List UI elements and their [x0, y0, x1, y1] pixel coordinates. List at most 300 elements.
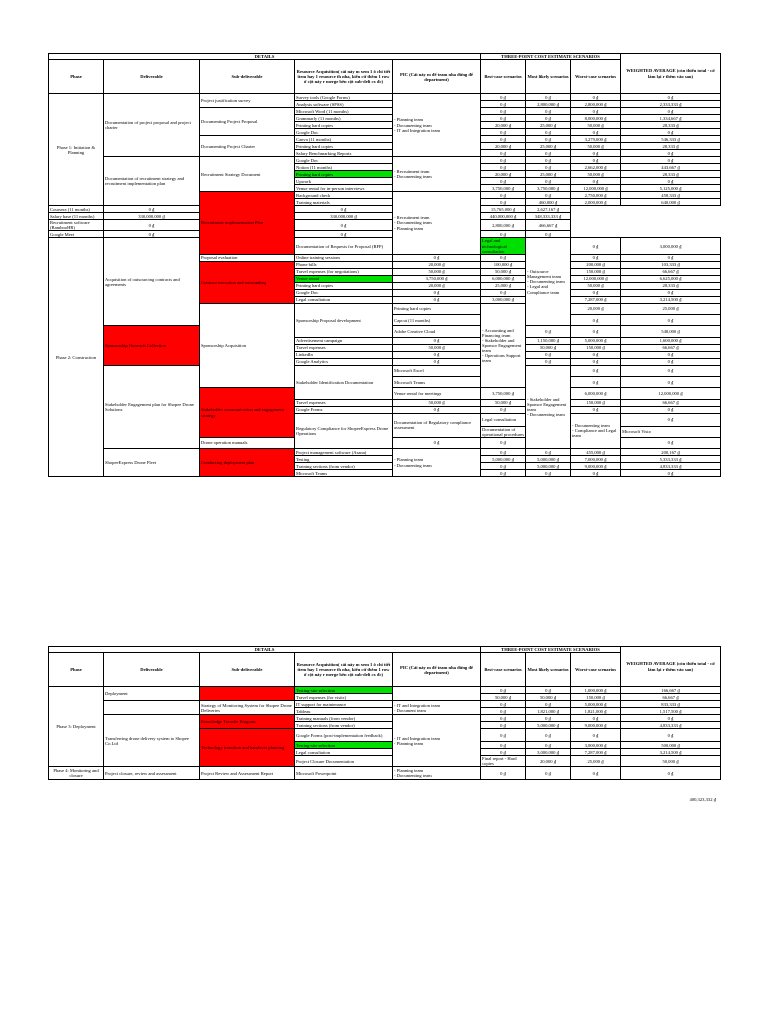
most-likely-value: 3,000,000 ₫ — [526, 749, 571, 756]
resource-cell: Printing hard copies — [295, 171, 393, 178]
sub-deliverable-cell: Documentation of Regulatory compliance assessment — [393, 413, 481, 437]
most-likely-value: 0 ₫ — [526, 136, 571, 143]
worst-case-value: 2,000,000 ₫ — [571, 199, 621, 206]
weighted-average-value: 28,333 ₫ — [621, 143, 721, 150]
resource-cell: Phone bills — [295, 261, 393, 268]
most-likely-value: 460,000 ₫ — [526, 199, 571, 206]
cost-table-page-2 — [48, 646, 721, 780]
sub-deliverable-cell: Strategy of Monitoring System for Shopee Drone Deliveries — [200, 701, 295, 715]
best-case-value: 0 ₫ — [481, 701, 526, 708]
best-case-value: 0 ₫ — [481, 150, 526, 157]
most-likely-value: 1,150,000 ₫ — [526, 337, 571, 344]
sub-deliverable-cell: Recruitment implementation Plan — [200, 192, 295, 255]
resource-cell: Online training sessions — [295, 254, 393, 261]
most-likely-value: 50,000 ₫ — [481, 268, 526, 275]
best-case-value: 3,750,000 ₫ — [393, 275, 481, 282]
estimate-header: THREE-POINT COST ESTIMATE SCENARIOS — [481, 54, 621, 60]
worst-case-value: 0 ₫ — [571, 108, 621, 115]
weighted-average-value: 2,627,167 ₫ — [526, 206, 571, 213]
pic-cell: - Recruitment team - Documenting team - Planning team — [393, 192, 481, 255]
weighted-header: WEIGHTED AVERAGE (còn thiếu total - cờ làm lại r thêm vào sau) — [621, 647, 721, 687]
resource-cell: Microsoft Teams — [393, 376, 481, 387]
weighted-average-value: 0 ₫ — [621, 254, 721, 261]
resource-cell: Microsoft Powerpoint — [295, 767, 393, 780]
worst-case-value: 8,000,000 ₫ — [571, 115, 621, 122]
best-case-value: 0 ₫ — [481, 178, 526, 185]
worst-case-value: 12,000,000 ₫ — [571, 275, 621, 282]
resource-cell: Grammarly (11 months) — [295, 115, 393, 122]
resource-cell: Testing — [295, 456, 393, 463]
most-likely-value: 5,000,000 ₫ — [526, 463, 571, 470]
worst-case-value: 2,800,000 ₫ — [481, 220, 526, 231]
deliverable-cell: Deployment — [104, 687, 200, 701]
best-case-value: 0 ₫ — [481, 115, 526, 122]
pic-cell: - Stakeholder and Sponsor Engagement team - Documenting team — [526, 365, 571, 448]
weighted-average-value: 0 ₫ — [621, 358, 721, 365]
table-row — [49, 715, 721, 722]
best-case-value: 0 ₫ — [393, 358, 481, 365]
table-row — [49, 449, 721, 456]
worst-case-value: 0 ₫ — [571, 406, 621, 413]
worst-case-value: 7,287,000 ₫ — [571, 749, 621, 756]
best-case-value: 0 ₫ — [393, 296, 481, 303]
best-case-value: 0 ₫ — [481, 94, 526, 101]
worst-case-value: 15,765,000 ₫ — [481, 206, 526, 213]
best-case-value: 0 ₫ — [481, 192, 526, 199]
resource-cell: Printing hard copies — [295, 143, 393, 150]
most-likely-value: 0 ₫ — [526, 115, 571, 122]
weighted-average-value: 4,833,333 ₫ — [621, 722, 721, 729]
deliverable-cell: Transferring drone delivery system to Shopee Co.Ltd — [104, 715, 200, 767]
resource-cell: Legal consultation — [481, 413, 526, 426]
weighted-average-value: 546,333 ₫ — [621, 136, 721, 143]
worst-case-value: 0 ₫ — [571, 254, 621, 261]
sub-deliverable-cell: Technology transition and handover planning — [200, 729, 295, 767]
weighted-average-value: 500,000 ₫ — [621, 742, 721, 749]
most-likely-value: 3,750,000 ₫ — [526, 185, 571, 192]
best-case-value: 0 ₫ — [481, 722, 526, 729]
resource-cell: Capcut (11 months) — [393, 315, 481, 326]
resource-cell: Adobe Creative Cloud — [393, 326, 481, 337]
most-likely-value: 0 ₫ — [481, 254, 526, 261]
best-case-value: 0 ₫ — [393, 289, 481, 296]
deliverable-cell: Acquisition of outsourcing contracts and agreements — [104, 238, 200, 326]
weighted-average-value: 640,000 ₫ — [621, 199, 721, 206]
most-likely-value: 0 ₫ — [526, 767, 571, 780]
best-case-value: 0 ₫ — [571, 365, 621, 376]
best-case-value: 0 ₫ — [481, 157, 526, 164]
worst-case-header: Worst-case scenarios — [571, 653, 621, 687]
phase-cell: Phase 4: Monitoring and closure — [49, 767, 104, 780]
resource-cell: Tableau — [295, 708, 393, 715]
most-likely-value: 0 ₫ — [526, 150, 571, 157]
worst-case-value: 7,000,000 ₫ — [571, 456, 621, 463]
best-case-value: 50,000 ₫ — [481, 694, 526, 701]
most-likely-value: 50,000 ₫ — [526, 344, 571, 351]
weighted-average-value: 1,334,667 ₫ — [621, 115, 721, 122]
resource-cell: Legal consultation — [295, 296, 393, 303]
most-likely-value: 0 ₫ — [526, 687, 571, 694]
worst-case-value: 150,000 ₫ — [571, 399, 621, 406]
weighted-average-value: 5,125,000 ₫ — [621, 185, 721, 192]
most-likely-value: 0 ₫ — [481, 406, 526, 413]
sub-deliverable-cell: Project Closure Documentation — [295, 756, 393, 767]
most-likely-value: 0 ₫ — [526, 701, 571, 708]
estimate-header: THREE-POINT COST ESTIMATE SCENARIOS — [481, 647, 621, 653]
most-likely-value: 0 ₫ — [295, 220, 393, 231]
best-case-value: 20,000 ₫ — [393, 261, 481, 268]
best-case-value: 20,000 ₫ — [571, 303, 621, 314]
pic-cell: - IT and Integration team - Document team — [393, 701, 481, 715]
resource-cell: Analysis software (SPSS) — [295, 101, 393, 108]
sub-deliverable-cell: Contract execution and outstanding — [200, 261, 295, 303]
deliverable-cell: Project closure, review and assessment — [104, 767, 200, 780]
most-likely-value: 0 ₫ — [526, 742, 571, 749]
most-likely-value: 2,800,000 ₫ — [526, 101, 571, 108]
most-likely-value: 100,000 ₫ — [481, 261, 526, 268]
table-row — [49, 206, 721, 213]
deliverable-cell: Stakeholder Engagement plan for Shopee Drone Solutions — [104, 365, 200, 448]
best-case-value: 0 ₫ — [481, 449, 526, 456]
weighted-average-value: 3,214,500 ₫ — [621, 749, 721, 756]
best-case-value: 0 ₫ — [481, 749, 526, 756]
worst-case-value: 440,000,000 ₫ — [481, 213, 526, 220]
resource-cell: Training materials — [295, 199, 393, 206]
weighted-average-value: 5,333,333 ₫ — [621, 456, 721, 463]
table-row — [49, 687, 721, 694]
resource-cell: Google Analytics — [295, 358, 393, 365]
weighted-average-value: 6,625,000 ₫ — [621, 275, 721, 282]
best-case-value: 0 ₫ — [481, 470, 526, 477]
resource-cell: Google Doc — [295, 129, 393, 136]
best-case-value: 0 ₫ — [104, 231, 200, 238]
best-case-value: 0 ₫ — [104, 206, 200, 213]
deliverable-cell: Regulatory Compliance for ShopeeExpress Drone Operations — [295, 413, 393, 449]
pic-cell — [393, 687, 481, 701]
most-likely-value: 330,000,000 ₫ — [295, 213, 393, 220]
resource-cell: Advertisement campaign — [295, 337, 393, 344]
weighted-average-value: 0 ₫ — [621, 157, 721, 164]
grand-total: 400,323,332 ₫ — [689, 797, 716, 802]
worst-case-value: 200,000 ₫ — [571, 261, 621, 268]
worst-case-value: 0 ₫ — [571, 150, 621, 157]
worst-case-value: 2,750,000 ₫ — [571, 192, 621, 199]
most-likely-value: 0 ₫ — [526, 129, 571, 136]
best-case-value: 20,000 ₫ — [481, 122, 526, 129]
deliverable-cell: Sponsorship Acquisition — [200, 303, 295, 387]
best-case-value: 0 ₫ — [481, 687, 526, 694]
weighted-average-value: 103,333 ₫ — [621, 261, 721, 268]
weighted-average-value: 166,667 ₫ — [621, 687, 721, 694]
most-likely-value: 5,000,000 ₫ — [526, 722, 571, 729]
details-header: DETAILS — [49, 54, 481, 60]
worst-case-value: 0 ₫ — [571, 289, 621, 296]
most-likely-value: 0 ₫ — [526, 351, 571, 358]
most-likely-value: 0 ₫ — [526, 108, 571, 115]
weighted-average-value: 66,667 ₫ — [621, 344, 721, 351]
pic-cell: - Recruitment team - Documenting team — [393, 157, 481, 192]
weighted-average-value: 0 ₫ — [621, 351, 721, 358]
most-likely-value: 0 ₫ — [526, 729, 571, 742]
worst-case-value: 150,000 ₫ — [571, 694, 621, 701]
sub-deliverable-cell: Documenting Project Charter — [200, 136, 295, 157]
best-case-value: 0 ₫ — [571, 238, 621, 254]
most-likely-value: 0 ₫ — [526, 449, 571, 456]
most-likely-value: 0 ₫ — [481, 289, 526, 296]
sub-deliverable-cell: Stakeholder communication and engagement strategy — [200, 388, 295, 438]
worst-case-value: 548,000 ₫ — [621, 326, 721, 337]
most-likely-value: 25,000 ₫ — [526, 143, 571, 150]
sub-deliverable-cell: Sponsorship Proposal development — [295, 303, 393, 337]
table-row — [49, 701, 721, 708]
most-likely-value: 50,000 ₫ — [481, 399, 526, 406]
pic-header: PIC (Cái này m để team nha đừng để department) — [393, 653, 481, 687]
sub-deliverable-cell — [200, 687, 295, 701]
worst-case-value: 50,000 ₫ — [571, 282, 621, 289]
phase-cell: Phase 1: Initiation & Planning — [49, 94, 104, 206]
resource-cell: IT support for maintenance — [295, 701, 393, 708]
most-likely-value: 25,000 ₫ — [571, 756, 621, 767]
weighted-average-value: 28,333 ₫ — [621, 282, 721, 289]
pic-cell: - Planning team - Documenting team - IT and Integration team — [393, 94, 481, 157]
most-likely-value: 25,000 ₫ — [481, 282, 526, 289]
worst-case-value: 12,000,000 ₫ — [571, 185, 621, 192]
weighted-average-value: 833,333 ₫ — [621, 701, 721, 708]
deliverable-cell — [104, 701, 200, 715]
most-likely-value: 0 ₫ — [526, 164, 571, 171]
weighted-average-value: 1,600,000 ₫ — [621, 337, 721, 344]
resource-cell: Canva (11 months) — [295, 136, 393, 143]
resource-cell: Venue rental for in-person interviews — [295, 185, 393, 192]
most-likely-value: 0 ₫ — [621, 315, 721, 326]
resource-cell: Legal and technological consultation — [481, 238, 526, 254]
weighted-header: WEIGHTED AVERAGE (còn thiếu total - cờ làm lại r thêm vào sau) — [621, 54, 721, 94]
pic-cell: - Documenting team - Compliance and Legal team — [571, 413, 621, 449]
resource-cell: Background check — [295, 192, 393, 199]
most-likely-header: Most likely scenarios — [526, 60, 571, 94]
worst-case-value: 50,000 ₫ — [571, 171, 621, 178]
resource-cell: Travel expenses (for negotiations) — [295, 268, 393, 275]
sub-deliverable-cell: Knowledge Transfer Program — [200, 715, 295, 729]
most-likely-value: 1,821,000 ₫ — [526, 708, 571, 715]
most-likely-value: 0 ₫ — [295, 206, 393, 213]
weighted-average-value: 3,214,500 ₫ — [621, 296, 721, 303]
best-case-value: 50,000 ₫ — [393, 268, 481, 275]
weighted-average-value: 0 ₫ — [526, 231, 571, 238]
most-likely-value: 3,000,000 ₫ — [621, 238, 721, 254]
sub-deliverable-cell: Documentation of operational procedures — [482, 426, 524, 437]
worst-case-value: 0 ₫ — [571, 178, 621, 185]
sub-deliverable-header: Sub-deliverable — [200, 60, 295, 94]
pic-cell: - Planning team - Documenting team — [393, 449, 481, 477]
most-likely-value: 0 ₫ — [526, 178, 571, 185]
most-likely-value: 0 ₫ — [526, 157, 571, 164]
deliverable-cell: Documentation of project proposal and project charter — [104, 94, 200, 157]
phase-header: Phase — [49, 653, 104, 687]
worst-case-value: 3,279,000 ₫ — [571, 136, 621, 143]
best-case-value: 0 ₫ — [481, 767, 526, 780]
resource-cell: Drone operation manuals — [200, 437, 295, 448]
weighted-average-value: 2,333,333 ₫ — [621, 101, 721, 108]
best-case-value: 20,000 ₫ — [481, 143, 526, 150]
most-likely-value: 0 ₫ — [621, 376, 721, 387]
table-row — [49, 157, 721, 164]
sub-deliverable-cell: Recruitment Strategy Document — [200, 157, 295, 192]
resource-cell: Recruitment software (BambooHR) — [49, 220, 104, 231]
resource-cell: Training sections (from vendor) — [295, 463, 393, 470]
resource-cell: Venue rental for meetings — [393, 388, 481, 399]
sub-deliverable-cell: Proposal evaluation — [200, 254, 295, 261]
worst-case-value: 150,000 ₫ — [571, 344, 621, 351]
sub-deliverable-header: Sub-deliverable — [200, 653, 295, 687]
sub-deliverable-cell: Project Review and Assessment Report — [200, 767, 295, 780]
best-case-value: 0 ₫ — [481, 715, 526, 722]
best-case-value: 3,750,000 ₫ — [481, 185, 526, 192]
table-row — [49, 231, 721, 238]
best-case-value: 0 ₫ — [393, 437, 481, 448]
resource-header: Resource Acquisition( cái này m xem 1 ô chi tiết item hay 1 resource th nha, kiểu cứ thêm 1 row ở cột này r merge bên cột sub-deli cx đc) — [295, 653, 393, 687]
most-likely-value: 6,000,000 ₫ — [571, 388, 621, 399]
most-likely-header: Most likely scenarios — [526, 653, 571, 687]
resource-cell: Printing hard copies — [295, 122, 393, 129]
weighted-average-value: 28,333 ₫ — [621, 122, 721, 129]
resource-cell: Coursera (11 months) — [49, 206, 104, 213]
resource-cell: Training manuals (from vendor) — [295, 715, 393, 722]
worst-case-value: 0 ₫ — [571, 715, 621, 722]
worst-case-value: 0 ₫ — [571, 351, 621, 358]
resource-cell: Venue rental — [295, 275, 393, 282]
weighted-average-value: 28,333 ₫ — [621, 171, 721, 178]
resource-cell: Travel expenses — [295, 344, 393, 351]
table-row — [49, 365, 721, 376]
resource-cell: Microsoft Word (11 months) — [295, 108, 393, 115]
worst-case-value: 50,000 ₫ — [571, 143, 621, 150]
weighted-average-value: 0 ₫ — [621, 767, 721, 780]
pic-cell: - Planning team - Documenting team — [393, 767, 481, 780]
worst-case-value: 0 ₫ — [571, 358, 621, 365]
most-likely-value: 0 ₫ — [526, 192, 571, 199]
weighted-average-value: 458,333 ₫ — [621, 192, 721, 199]
worst-case-value: 2,800,000 ₫ — [571, 101, 621, 108]
worst-case-value: 0 ₫ — [571, 94, 621, 101]
pic-cell: - IT and Integration team - Planning team — [393, 715, 481, 767]
phase-cell: Phase 2: Construction — [49, 238, 104, 477]
worst-case-value: 0 ₫ — [571, 129, 621, 136]
resource-cell: Final report - Hard copies — [481, 756, 526, 767]
most-likely-value: 0 ₫ — [621, 365, 721, 376]
worst-case-value: 9,000,000 ₫ — [571, 463, 621, 470]
sub-deliverable-cell: Sponsorship Outreach Collection — [104, 326, 200, 365]
sub-deliverable-cell: Conducting deployment plan — [200, 449, 295, 477]
most-likely-value: 0 ₫ — [295, 231, 393, 238]
best-case-value: 0 ₫ — [393, 254, 481, 261]
resource-cell: Microsoft Excel — [393, 365, 481, 376]
weighted-average-value: 0 ₫ — [621, 150, 721, 157]
best-case-value: 0 ₫ — [393, 406, 481, 413]
resource-cell: Legal consultation — [295, 749, 393, 756]
best-case-value: 0 ₫ — [481, 129, 526, 136]
weighted-average-value: 0 ₫ — [621, 178, 721, 185]
resource-cell: Google Forms (post-implementation feedback) — [295, 729, 393, 742]
worst-case-value: 3,000,000 ₫ — [571, 742, 621, 749]
phase-cell: Phase 3: Deployment — [49, 687, 104, 767]
resource-cell: Training sections (from vendor) — [295, 722, 393, 729]
worst-case-value: 0 ₫ — [571, 767, 621, 780]
deliverable-cell: ShopeeExpress Drone Fleet — [104, 449, 200, 477]
resource-cell: Travel expenses (for visits) — [295, 694, 393, 701]
worst-case-value: 1,000,000 ₫ — [571, 687, 621, 694]
weighted-average-value: 0 ₫ — [621, 108, 721, 115]
best-case-header: Best-case scenarios — [481, 653, 526, 687]
best-case-value: 0 ₫ — [481, 164, 526, 171]
most-likely-value: 6,000,000 ₫ — [481, 275, 526, 282]
resource-cell: Testing-site selection — [295, 687, 393, 694]
most-likely-value: 0 ₫ — [571, 326, 621, 337]
worst-case-value: 12,000,000 ₫ — [621, 388, 721, 399]
worst-case-value: 0 ₫ — [481, 231, 526, 238]
resource-cell: Microsoft Visio — [621, 426, 721, 437]
table-row — [49, 238, 721, 254]
most-likely-value: 0 ₫ — [526, 94, 571, 101]
table-row — [49, 767, 721, 780]
resource-cell: LinkedIn — [295, 351, 393, 358]
resource-cell: Salary base (11 months) — [49, 213, 104, 220]
resource-cell: Travel expenses — [295, 399, 393, 406]
worst-case-value: 7,287,000 ₫ — [571, 296, 621, 303]
pic-cell: - Outsource Management team - Documenting team - Legal and Compliance team — [526, 238, 571, 326]
worst-case-value: 50,000 ₫ — [621, 756, 721, 767]
best-case-header: Best-case scenarios — [481, 60, 526, 94]
worst-case-value: 5,000,000 ₫ — [571, 337, 621, 344]
resource-cell: Google Forms — [295, 406, 393, 413]
resource-cell: Upwork — [295, 178, 393, 185]
best-case-value: 0 ₫ — [526, 326, 571, 337]
best-case-value: 0 ₫ — [571, 315, 621, 326]
most-likely-value: 0 ₫ — [526, 715, 571, 722]
weighted-average-value: 200,167 ₫ — [621, 449, 721, 456]
best-case-value: 20,000 ₫ — [393, 282, 481, 289]
resource-cell: Printing hard copies — [295, 282, 393, 289]
worst-case-value: 0 ₫ — [571, 157, 621, 164]
best-case-value: 0 ₫ — [481, 108, 526, 115]
most-likely-value: 25,000 ₫ — [526, 122, 571, 129]
weighted-average-value: 4,833,333 ₫ — [621, 463, 721, 470]
resource-cell: Testing-site selection — [295, 742, 393, 749]
weighted-average-value: 0 ₫ — [621, 289, 721, 296]
best-case-value: 0 ₫ — [571, 376, 621, 387]
best-case-value: 0 ₫ — [481, 136, 526, 143]
weighted-average-value: 0 ₫ — [621, 715, 721, 722]
weighted-average-value: 0 ₫ — [621, 94, 721, 101]
worst-case-value: 50,000 ₫ — [571, 122, 621, 129]
worst-case-value: 5,000,000 ₫ — [571, 701, 621, 708]
phase-header: Phase — [49, 60, 104, 94]
weighted-average-value: 66,667 ₫ — [621, 694, 721, 701]
most-likely-value: 25,000 ₫ — [526, 171, 571, 178]
resource-cell: Project management software (Asana) — [295, 449, 393, 456]
table-row — [49, 220, 721, 231]
most-likely-value: 3,000,000 ₫ — [481, 296, 526, 303]
worst-case-value: 1,821,000 ₫ — [571, 708, 621, 715]
sub-deliverable-cell: Project justification survey — [200, 94, 295, 108]
table-row — [49, 94, 721, 101]
resource-header: Resource Acquisition( cái này m xem 1 ô chi tiết item hay 1 resource th nha, kiểu cứ thêm 1 row ở cột này r merge bên cột sub-deli cx đc) — [295, 60, 393, 94]
weighted-average-value: 0 ₫ — [621, 406, 721, 413]
most-likely-value: 5,000,000 ₫ — [526, 456, 571, 463]
best-case-value: 5,000,000 ₫ — [481, 456, 526, 463]
sub-deliverable-cell: Stakeholder Identification Documentation — [295, 365, 393, 399]
weighted-average-value: 66,667 ₫ — [621, 399, 721, 406]
